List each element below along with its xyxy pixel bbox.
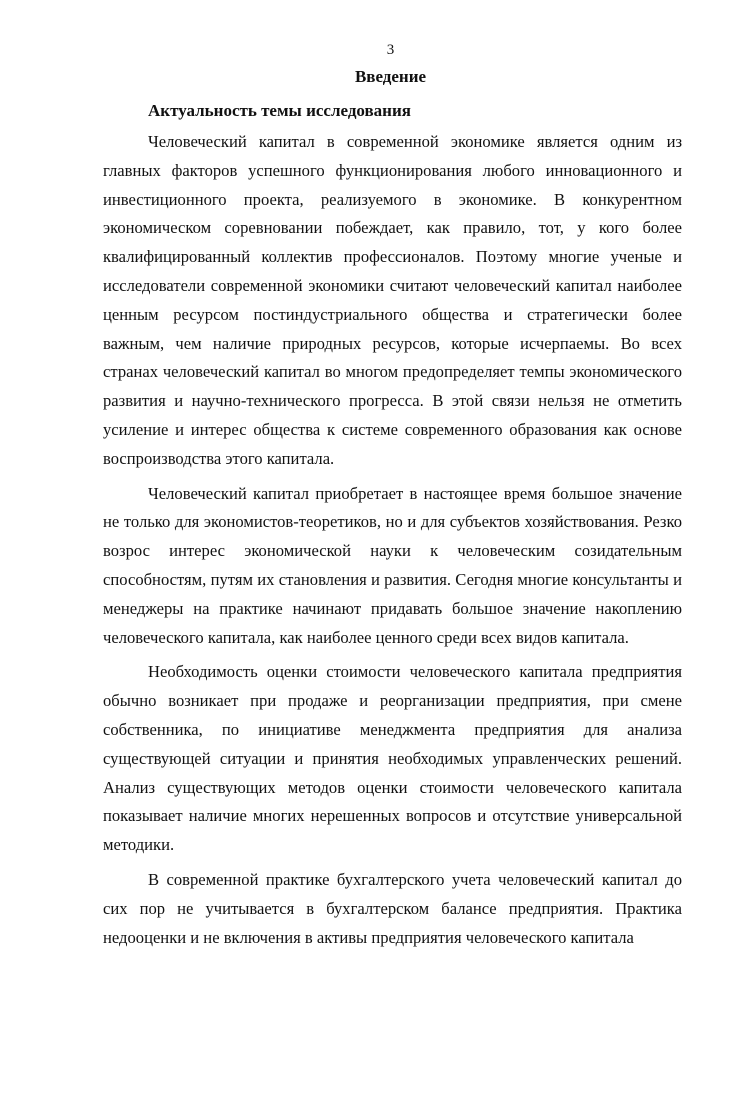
paragraph: Человеческий капитал приобретает в настоящее время большое значение не только для экономистов-теоретиков, но и для субъектов хозяйствования. Резко возрос интерес экономической науки к человеческим созидательным способностям, путям их становления и развития. Сегодня многие консультанты и менеджеры на практике начинают придавать большое значение накоплению человеческого капитала, как наиболее ценного среди всех видов капитала.	[103, 483, 682, 647]
body-text	[103, 128, 682, 958]
paragraph: В современной практике бухгалтерского учета человеческий капитал до сих пор не учитывается в бухгалтерском балансе предприятия. Практика недооценки и не включения в активы предприятия человеческого капитала	[103, 869, 682, 947]
paragraph: Необходимость оценки стоимости человеческого капитала предприятия обычно возникает при продаже и реорганизации предприятия, при смене собственника, по инициативе менеджмента предприятия для анализа существующей ситуации и принятия необходимых управленческих решений. Анализ существующих методов оценки стоимости человеческого капитала показывает наличие многих нерешенных вопросов и отсутствие универсальной методики.	[103, 662, 682, 855]
subsection-title: Актуальность темы исследования	[148, 101, 411, 120]
section-title: Введение	[354, 67, 427, 86]
page-number: 3	[386, 42, 395, 58]
paragraph: Человеческий капитал в современной экономике является одним из главных факторов успешного функционирования любого инновационного и инвестиционного проекта, реализуемого в экономике. В конкурентном экономическом соревновании побеждает, как правило, тот, у кого более квалифицированный коллектив профессионалов. Поэтому многие ученые и исследователи современной экономики считают человеческий капитал наиболее ценным ресурсом постиндустриального общества и стратегически более важным, чем наличие природных ресурсов, которые исчерпаемы. Во всех странах человеческий капитал во многом предопределяет темпы экономического развития и научно-технического прогресса. В этой связи нельзя не отметить усиление и интерес общества к системе современного образования как основе воспроизводства этого капитала.	[103, 132, 682, 468]
